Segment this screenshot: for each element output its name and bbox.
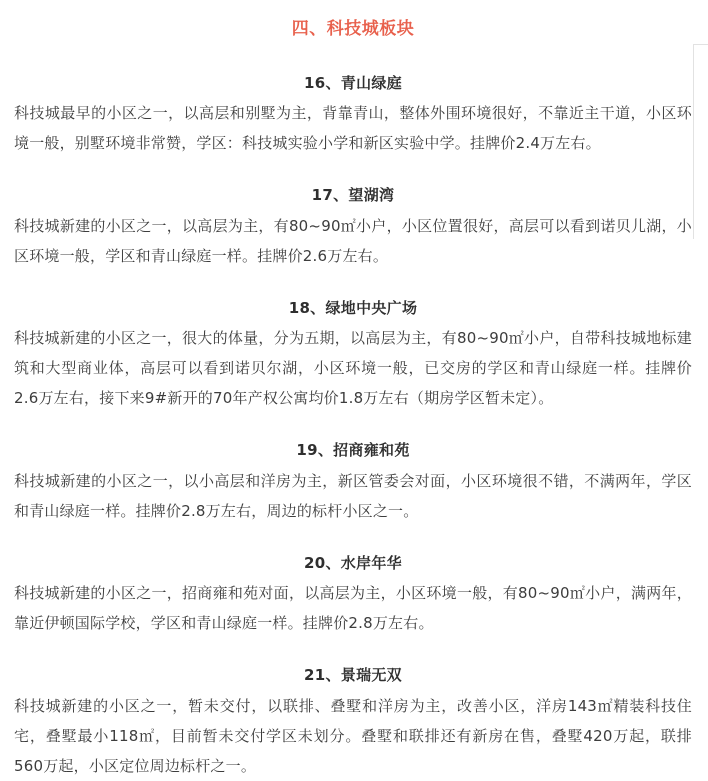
listing-heading: 19、招商雍和苑: [296, 441, 410, 460]
listing-description: 科技城新建的小区之一，很大的体量，分为五期，以高层为主，有80~90㎡小户，自带科技城地标建筑和大型商业体，高层可以看到诺贝尔湖，小区环境一般，已交房的学区和青山绿庭一样。挂牌价2.6万左右，接下来9#新开的70年产权公寓均价1.8万左右（期房学区暂未定）。: [14, 329, 692, 408]
listing-description: 科技城最早的小区之一，以高层和别墅为主，背靠青山，整体外围环境很好，不靠近主干道，小区环境一般，别墅环境非常赞，学区：科技城实验小学和新区实验中学。挂牌价2.4万左右。: [14, 104, 692, 153]
listing-description: 科技城新建的小区之一，暂未交付，以联排、叠墅和洋房为主，改善小区，洋房143㎡精装科技住宅，叠墅最小118㎡，目前暂未交付学区未划分。叠墅和联排还有新房在售，叠墅420万起，联排560万起，小区定位周边标杆之一。: [14, 696, 692, 775]
listing-entry: [14, 72, 692, 159]
listing-description: 科技城新建的小区之一，招商雍和苑对面，以高层为主，小区环境一般，有80~90㎡小户，满两年，靠近伊顿国际学校，学区和青山绿庭一样。挂牌价2.8万左右。: [14, 584, 692, 633]
listing-entry: [14, 184, 692, 271]
listing-heading: 21、景瑞无双: [304, 666, 402, 685]
listing-entry: [14, 297, 692, 414]
page-title: 四、科技城板块: [291, 19, 415, 39]
listing-entry: [14, 439, 692, 526]
listing-entry: [14, 664, 692, 781]
listing-entry: [14, 552, 692, 639]
document-page: [0, 18, 708, 781]
listing-heading: 17、望湖湾: [311, 186, 395, 205]
listing-description: 科技城新建的小区之一，以高层为主，有80~90㎡小户，小区位置很好，高层可以看到诺贝儿湖，小区环境一般，学区和青山绿庭一样。挂牌价2.6万左右。: [14, 216, 692, 265]
listing-description: 科技城新建的小区之一，以小高层和洋房为主，新区管委会对面，小区环境很不错，不满两年，学区和青山绿庭一样。挂牌价2.8万左右，周边的标杆小区之一。: [14, 471, 692, 520]
listing-heading: 18、绿地中央广场: [288, 298, 418, 317]
listing-heading: 20、水岸年华: [304, 553, 402, 572]
listing-heading: 16、青山绿庭: [304, 73, 402, 92]
